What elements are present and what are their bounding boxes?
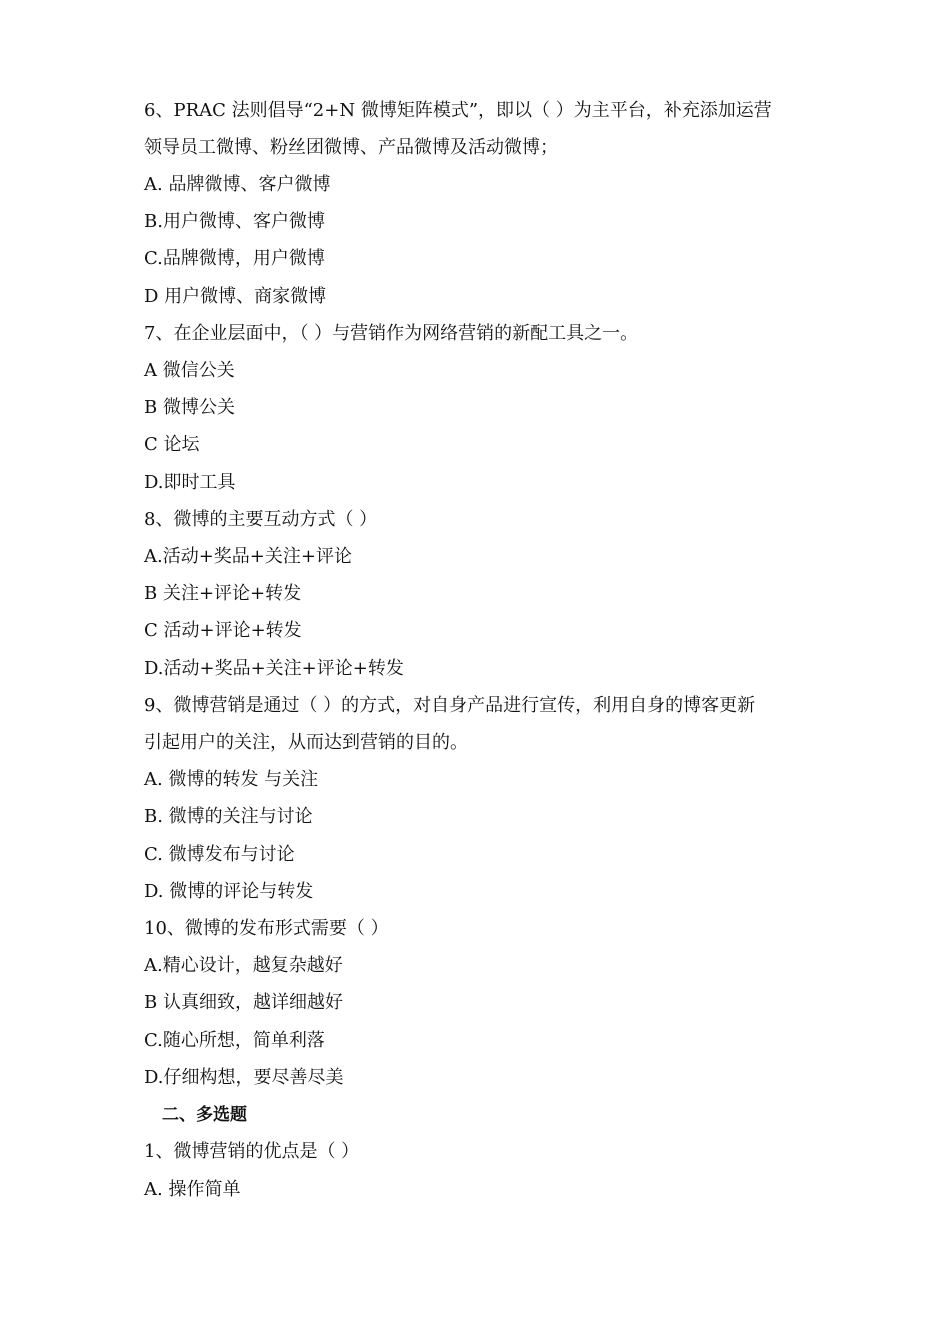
question-9-stem-line-1: 9、微博营销是通过（ ）的方式，对自身产品进行宣传，利用自身的博客更新 [144,695,756,716]
question-9-option-d: D. 微博的评论与转发 [144,881,314,902]
question-9-option-a: A. 微博的转发 与关注 [144,769,319,790]
multi-question-1-stem: 1、微博营销的优点是（ ） [144,1141,360,1162]
question-6-stem-line-1: 6、PRAC 法则倡导“2+N 微博矩阵模式”，即以（ ）为主平台，补充添加运营 [144,100,772,121]
question-10-option-c: C.随心所想，简单利落 [144,1030,325,1051]
question-7-option-c: C 论坛 [144,434,200,455]
question-7-stem: 7、在企业层面中，（ ）与营销作为网络营销的新配工具之一。 [144,323,639,344]
question-8-option-b: B 关注+评论+转发 [144,583,302,604]
question-8-option-d: D.活动+奖品+关注+评论+转发 [144,658,404,679]
question-6-option-a: A. 品牌微博、客户微博 [144,174,331,195]
question-8-stem: 8、微博的主要互动方式（ ） [144,509,378,530]
question-10-option-b: B 认真细致，越详细越好 [144,992,343,1013]
question-9-option-b: B. 微博的关注与讨论 [144,806,313,827]
question-6-option-b: B.用户微博、客户微博 [144,211,325,232]
question-10-option-a: A.精心设计，越复杂越好 [144,955,343,976]
question-9-stem-line-2: 引起用户的关注，从而达到营销的目的。 [144,732,468,753]
question-7-option-d: D.即时工具 [144,472,236,493]
multi-question-1-option-a: A. 操作简单 [144,1179,241,1200]
question-6-option-d: D 用户微博、商家微博 [144,286,327,307]
question-9-option-c: C. 微博发布与讨论 [144,844,295,865]
question-7-option-a: A 微信公关 [144,360,235,381]
section-heading-multiple-choice: 二、多选题 [162,1105,247,1125]
question-7-option-b: B 微博公关 [144,397,235,418]
question-6-option-c: C.品牌微博，用户微博 [144,248,325,269]
question-10-option-d: D.仔细构想，要尽善尽美 [144,1067,344,1088]
question-6-stem-line-2: 领导员工微博、粉丝团微博、产品微博及活动微博； [144,137,558,158]
question-8-option-a: A.活动+奖品+关注+评论 [144,546,352,567]
question-8-option-c: C 活动+评论+转发 [144,620,302,641]
question-10-stem: 10、微博的发布形式需要（ ） [144,918,389,939]
